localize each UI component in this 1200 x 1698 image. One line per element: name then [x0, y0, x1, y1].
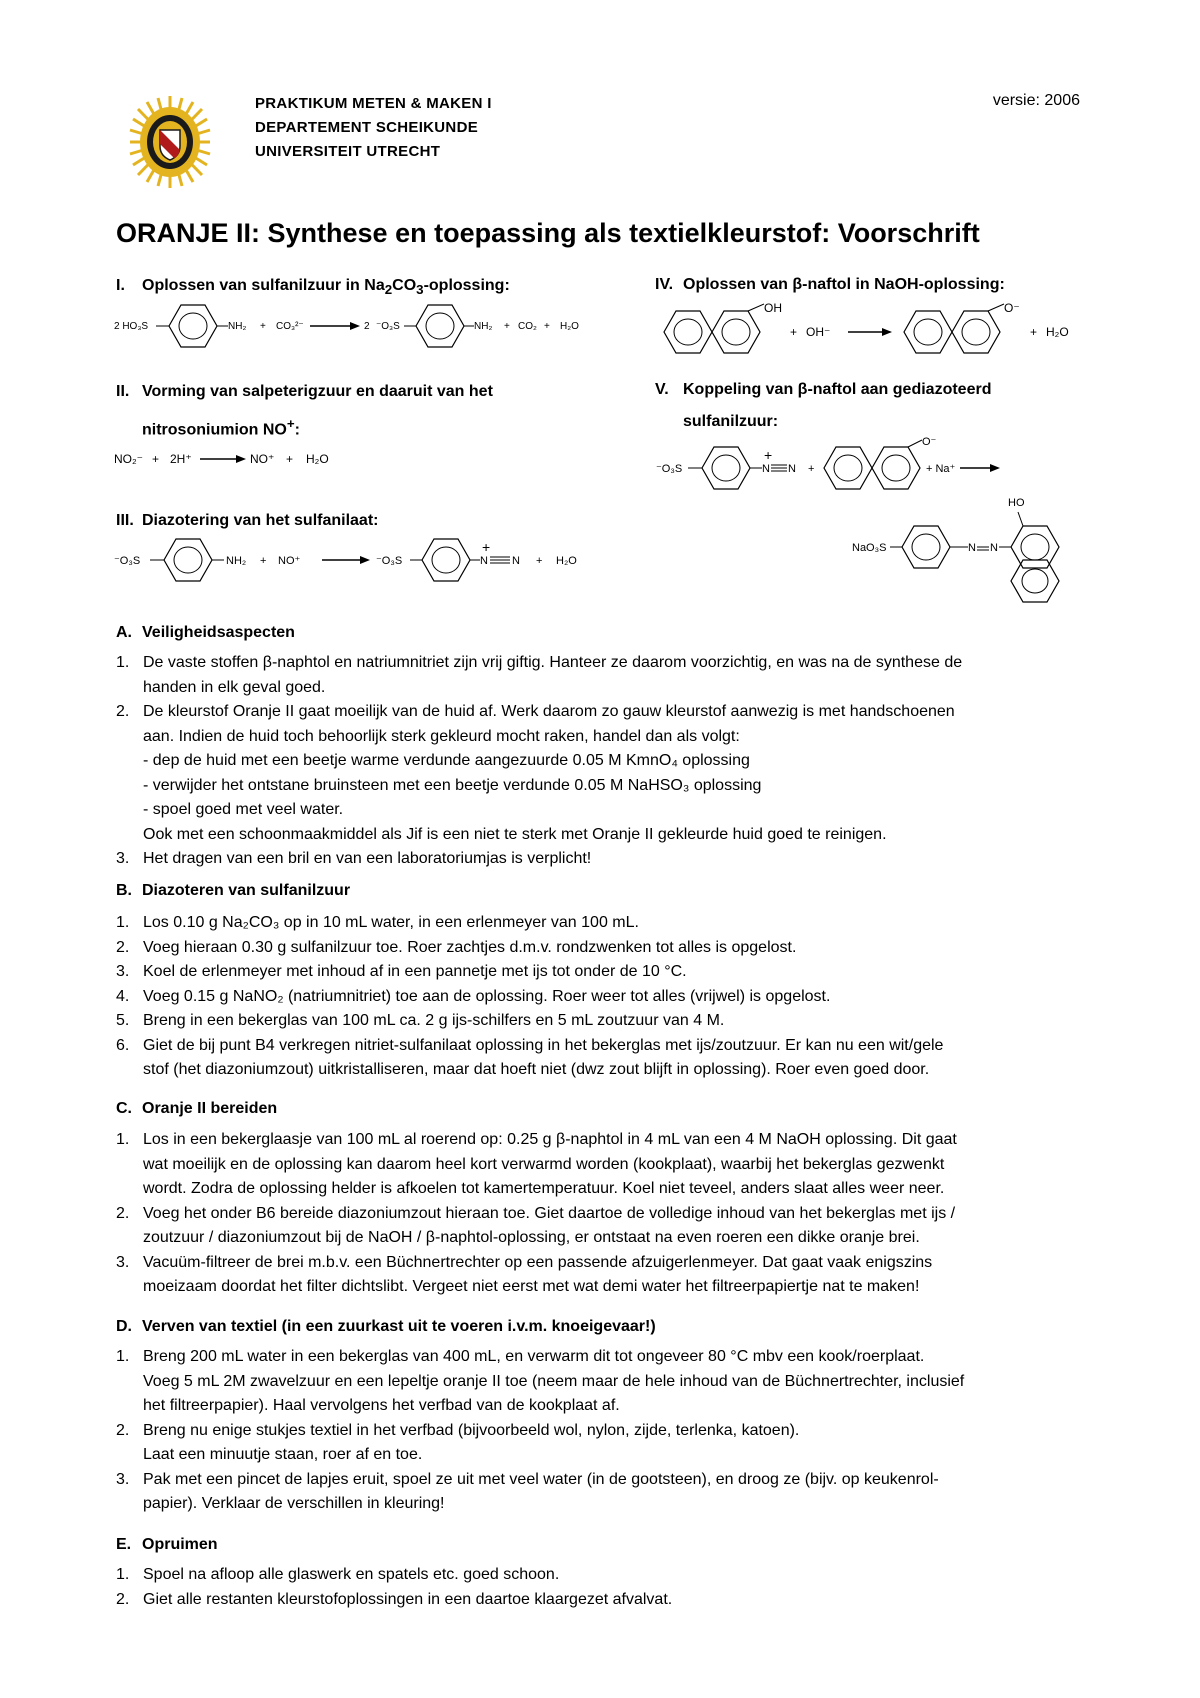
- r3-nitrosonium: NO⁺: [278, 555, 301, 567]
- list-item: 3. Vacuüm-filtreer de brei m.b.v. een Büchnertrechter op een passende afzuigerlenmeyer. Dat gaat vaak enigszins moeizaam doordat het filter dichtslibt. Vergeet niet eerst met wat demi water het filtreerpapiertje nat te maken!: [116, 1253, 933, 1295]
- section-B-heading: B. Diazoteren van sulfanilzuur: [116, 882, 351, 899]
- svg-text:+: +: [260, 555, 267, 567]
- section-C-heading: C. Oranje II bereiden: [116, 1100, 278, 1117]
- svg-text:+: +: [764, 447, 773, 463]
- r3-diazonium-n1: N: [480, 555, 488, 567]
- institution-header: [255, 92, 492, 164]
- r5-diazonium-n1: N: [762, 463, 770, 475]
- r3-triple-bond: [490, 557, 510, 563]
- r1-left-group: 2 HO₃S: [114, 321, 149, 332]
- r3-nh2: NH₂: [226, 555, 247, 567]
- section-B-list: [116, 911, 1086, 1083]
- list-item: 2. De kleurstof Oranje II gaat moeilijk van de huid af. Werk daarom zo gauw kleurstof aanwezig is met handschoenen aan. Indien de huid toch behoorlijk sterk gekleurd mocht raken, handel dan als volgt: - dep de huid met een beetje warme verdunde aangezuurde 0.05 M KmnO₄ oplossing - verwijder het ontstane bruinsteen met een beetje verdunde 0.05 M NaHSO₃ oplossing - spoel goed met veel water. Ook met een schoonmaakmiddel als Jif is een niet te sterk met Oranje II gekleurde huid goed te reinigen.: [116, 703, 955, 843]
- list-item: 2. Giet alle restanten kleurstofoplossingen in een daartoe klaargezet afvalvat.: [116, 1590, 673, 1608]
- svg-text:+: +: [504, 321, 510, 332]
- reaction-IV-scheme: [660, 300, 1080, 364]
- r5-o-minus: O⁻: [922, 436, 937, 448]
- r5-triple-bond: [771, 465, 787, 471]
- r1-co2: CO₂: [518, 321, 537, 332]
- r5-diazonium-n2: N: [788, 463, 796, 475]
- r5-left-group: ⁻O₃S: [656, 463, 683, 475]
- r1-right-group: ⁻O₃S: [376, 321, 400, 332]
- list-item: 1. Spoel na afloop alle glaswerk en spatels etc. goed schoon.: [116, 1566, 560, 1583]
- r2-reaction-arrow: [200, 455, 246, 463]
- r5-azo-n2: N: [990, 542, 998, 554]
- svg-text:+: +: [152, 452, 160, 466]
- list-item: 5. Breng in een bekerglas van 100 mL ca. 2 g ijs-schilfers en 5 mL zoutzuur van 4 M.: [116, 1012, 725, 1029]
- list-item: 1. Los 0.10 g Na₂CO₃ op in 10 mL water, in een erlenmeyer van 100 mL.: [116, 914, 639, 931]
- r4-naphtholate-rings: [904, 304, 1004, 353]
- r5-product-group: NaO₃S: [852, 542, 887, 554]
- r5-sodium: + Na⁺: [926, 463, 956, 475]
- reaction-I-scheme: [114, 300, 614, 350]
- r4-reaction-arrow: [848, 328, 892, 336]
- list-item: 2. Voeg hieraan 0.30 g sulfanilzuur toe. Roer zachtjes d.m.v. rondzwenken tot alles is opgelost.: [116, 938, 797, 956]
- r2-nitrite: NO₂⁻: [114, 452, 143, 466]
- list-item: 4. Voeg 0.15 g NaNO₂ (natriumnitriet) toe aan de oplossing. Roer weer tot alles (vrijwel) is opgelost.: [116, 987, 831, 1005]
- course-name: PRAKTIKUM METEN & MAKEN I: [255, 95, 492, 112]
- equation-IV-heading: IV. Oplossen van β-naftol in NaOH-oplossing:: [655, 276, 1005, 293]
- r2-nitrosonium: NO⁺: [250, 452, 275, 466]
- section-E-list: [116, 1563, 1086, 1612]
- r3-right-group: ⁻O₃S: [376, 555, 403, 567]
- r4-o-minus: O⁻: [1004, 301, 1020, 315]
- svg-text:+: +: [790, 325, 798, 339]
- r2-protons: 2H⁺: [170, 452, 192, 466]
- list-item: 3. Het dragen van een bril en van een laboratoriumjas is verplicht!: [116, 850, 592, 867]
- list-item: 6. Giet de bij punt B4 verkregen nitriet-sulfanilaat oplossing in het bekerglas met ijs/zoutzuur. Er kan nu een wit/gele stof (het diazoniumzout) uitkristalliseren, maar dat hoeft niet (dwz zout blijft in oplossing). Roer even goed door.: [116, 1036, 944, 1078]
- university-seal-logo: [130, 94, 210, 190]
- r1-benzene-ring-right: [416, 305, 464, 347]
- r3-water: H₂O: [556, 555, 577, 567]
- reaction-II-scheme: [114, 447, 374, 471]
- svg-text:+: +: [260, 321, 266, 332]
- r5-hydroxyl: HO: [1008, 497, 1025, 509]
- section-C-list: [116, 1128, 1086, 1300]
- r3-left-group: ⁻O₃S: [114, 555, 141, 567]
- svg-text:+: +: [1030, 325, 1038, 339]
- list-item: 1. De vaste stoffen β-naphtol en natriumnitriet zijn vrij giftig. Hanteer ze daarom voorzichtig, en was na de synthese de handen in elk geval goed.: [116, 654, 963, 696]
- r1-nh2-right: NH₂: [474, 321, 493, 332]
- list-item: 1. Los in een bekerglaasje van 100 mL al roerend op: 0.25 g β-naphtol in 4 mL van een 4 M NaOH oplossing. Dit gaat wat moeilijk en de oplossing kan daarom heel kort verwarmd worden (kookplaat), waarbij het bekerglas gezwenkt wordt. Zodra de oplossing helder is afkoelen tot kamertemperatuur. Koel niet teveel, anders slaat alles weer neer.: [116, 1131, 957, 1197]
- r1-benzene-ring-left: [169, 305, 217, 347]
- r1-nh2-left: NH₂: [228, 321, 247, 332]
- version-label: versie: 2006: [992, 92, 1080, 109]
- list-item: 3. Pak met een pincet de lapjes eruit, spoel ze uit met veel water (in de gootsteen), en droog ze (bijv. op keukenrol- papier). Verklaar de verschillen in kleuring!: [116, 1470, 939, 1512]
- r4-oh: OH: [764, 301, 782, 315]
- list-item: 3. Koel de erlenmeyer met inhoud af in een pannetje met ijs tot onder de 10 °C.: [116, 963, 687, 980]
- section-D-heading: D. Verven van textiel (in een zuurkast uit te voeren i.v.m. knoeigevaar!): [116, 1318, 656, 1335]
- r5-benzene-ring: [702, 447, 750, 489]
- svg-text:+: +: [482, 539, 491, 555]
- list-item: 2. Breng nu enige stukjes textiel in het verfbad (bijvoorbeeld wol, nylon, zijde, terlenka, katoen). Laat een minuutje staan, roer af en toe.: [116, 1421, 800, 1463]
- page-title: ORANJE II: Synthese en toepassing als textielkleurstof: Voorschrift: [116, 218, 980, 248]
- equation-II-heading: II. Vorming van salpeterigzuur en daaruit van het nitrosoniumion NO+:: [116, 383, 493, 439]
- section-A-heading: A. Veiligheidsaspecten: [116, 624, 295, 641]
- r1-carbonate: CO₃²⁻: [276, 321, 304, 332]
- r3-reaction-arrow: [322, 556, 370, 564]
- r4-hydroxide: OH⁻: [806, 325, 831, 339]
- r3-benzene-ring-left: [164, 539, 212, 581]
- reaction-V-scheme: [656, 432, 1086, 607]
- r3-benzene-ring-right: [422, 539, 470, 581]
- r5-product-naphthol-rings: [1011, 512, 1059, 602]
- r5-product-benzene-ring: [902, 526, 950, 568]
- r2-water: H₂O: [306, 452, 329, 466]
- university-name: UNIVERSITEIT UTRECHT: [255, 143, 441, 160]
- equation-I-heading: I. Oplossen van sulfanilzuur in $Na_2CO_3$-oplossing:: [116, 277, 510, 298]
- reaction-III-scheme: [114, 532, 594, 588]
- list-item: 1. Breng 200 mL water in een bekerglas van 400 mL, en verwarm dit tot ongeveer 80 °C mbv een kook/roerplaat. Voeg 5 mL 2M zwavelzuur en een lepeltje oranje II toe (neem maar de hele inhoud van de Büchnertrechter, inclusief het filtreerpapier). Haal vervolgens het verfbad van de kookplaat af.: [116, 1348, 965, 1414]
- section-D-list: [116, 1345, 1086, 1517]
- r5-naphtholate-rings: [824, 440, 922, 489]
- svg-text:+: +: [544, 321, 550, 332]
- svg-text:+: +: [286, 452, 294, 466]
- r5-azo-n1: N: [968, 542, 976, 554]
- r3-diazonium-n2: N: [512, 555, 520, 567]
- r4-naphthol-rings: [664, 304, 764, 353]
- r5-reaction-arrow: [960, 464, 1000, 472]
- r4-water: H₂O: [1046, 325, 1069, 339]
- svg-text:+: +: [536, 555, 543, 567]
- list-item: 2. Voeg het onder B6 bereide diazoniumzout hieraan toe. Giet daartoe de volledige inhoud van het bekerglas met ijs / zoutzuur / diazoniumzout bij de NaOH / β-naphtol-oplossing, er ontstaat na even roeren een dikke oranje brei.: [116, 1204, 956, 1246]
- section-E-heading: E. Opruimen: [116, 1536, 218, 1553]
- svg-text:2: 2: [364, 321, 370, 332]
- svg-text:+: +: [808, 463, 815, 475]
- r1-reaction-arrow: [310, 322, 360, 330]
- equation-V-heading: V. Koppeling van β-naftol aan gediazoteerd sulfanilzuur:: [655, 381, 992, 430]
- department-name: DEPARTEMENT SCHEIKUNDE: [255, 119, 479, 136]
- section-A-list: [116, 651, 1086, 872]
- r1-water: H₂O: [560, 321, 579, 332]
- equation-III-heading: III. Diazotering van het sulfanilaat:: [116, 512, 379, 529]
